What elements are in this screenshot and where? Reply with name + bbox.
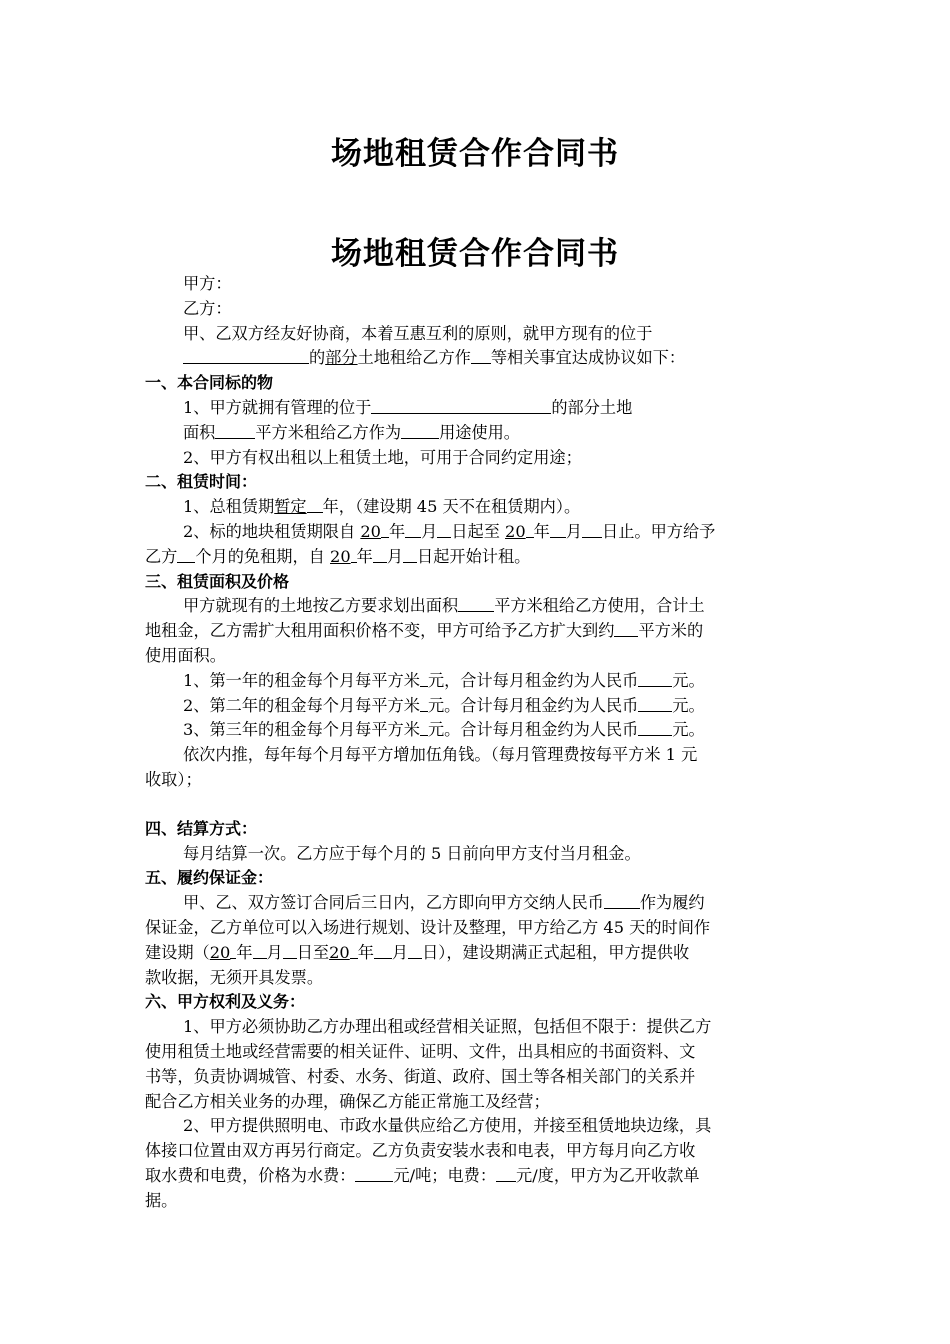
section-3-heading: 三、租赁面积及价格 (145, 571, 290, 591)
electric-fee-blank[interactable] (496, 1164, 516, 1182)
document-title: 场地租赁合作合同书 (331, 136, 619, 172)
party-a-label: 甲方： (183, 274, 232, 293)
purpose-blank[interactable] (471, 346, 491, 364)
water-fee-blank[interactable] (355, 1164, 393, 1182)
intro-line: 甲、乙双方经友好协商，本着互惠互利的原则，就甲方现有的位于 (183, 323, 653, 343)
party-b-label: 乙方： (183, 298, 232, 318)
section-5-heading: 五、履约保证金： (145, 868, 274, 888)
intro-line-2: 的部分土地租给乙方作 等相关事宜达成协议如下： (145, 346, 807, 371)
document-body: 甲方： 乙方： 甲、乙双方经友好协商，本着互惠互利的原则，就甲方现有的位于 的部分土地租给乙方作 等相关事宜达成协议如下： 一、本合同标的物 1、甲方就拥有管理的位于 的部分土地 面积 平方米租给乙方作为 用途使用。 2、甲方有权出租以上租赁土地，可用于合同约定用途； 二、租赁时间： 1、总租赁期暂定 年，（建设期 45 天不在租赁期内）。 2、标的地块租赁期限自 20 年 月 日起至 20 年 月 日止。甲方给予 乙方 个月的免租期，自 20 年 月 日起开始计租。 三、租赁面积及价格 甲方就现有的土地按乙方要求划出面积 平方米租给乙方使用，合计土 地租金，乙方需扩大租用面积价格不变，甲方可给予乙方扩大到约 平方米的 使用面积。 1、第一年的租金每个月每平方米 元，合计每月租金约为人民币 元。 2、第二年的租金每个月每平方米 元。合计每月租金约为人民币 元。 3、第三年的租金每个月每平方米 元。合计每月租金约为人民币 元。 依次内推，每年每个月每平方增加伍角钱。（每月管理费按每平方米 1 元 收取）； 四、结算方式： 每月结算一次。乙方应于每个月的 5 日前向甲方支付当月租金。 五、履约保证金： 甲、乙、双方签订合同后三日内，乙方即向甲方交纳人民币 作为履约 保证金，乙方单位可以入场进行规划、设计及整理，甲方给乙方 45 天的时间作 建设期（20 年 月 日至20 年 月 日），建设期满正式起租，甲方提供收 款收据，无须开具发票。 六、甲方权利及义务： 1、甲方必须协助乙方办理出租或经营相关证照，包括但不限于：提供乙方 使用租赁土地或经营需要的相关证件、证明、文件，出具相应的书面资料、文 书等，负责协调城管、村委、水务、街道、政府、国土等各相关部门的关系并 配合乙方相关业务的办理，确保乙方能正常施工及经营； 2、甲方提供照明电、市政水量供应给乙方使用，并接至租赁地块边缘，具 体接口位置由双方再另行商定。乙方负责安装水表和电表，甲方每月向乙方收 取水费和电费，价格为水费： 元/吨；电费： 元/度，甲方为乙开收款单 据。 (145, 272, 807, 1213)
section-2-heading: 二、租赁时间： (145, 472, 258, 492)
location-blank[interactable] (371, 396, 551, 414)
location-blank[interactable] (183, 346, 309, 364)
area-blank[interactable] (215, 421, 255, 439)
section-1-heading: 一、本合同标的物 (145, 373, 274, 393)
section-6-heading: 六、甲方权利及义务： (145, 992, 306, 1012)
section-4-heading: 四、结算方式： (145, 818, 258, 838)
usage-blank[interactable] (401, 421, 439, 439)
term-years-blank[interactable] (307, 495, 323, 513)
document-title-repeat: 场地租赁合作合同书 (331, 236, 619, 272)
